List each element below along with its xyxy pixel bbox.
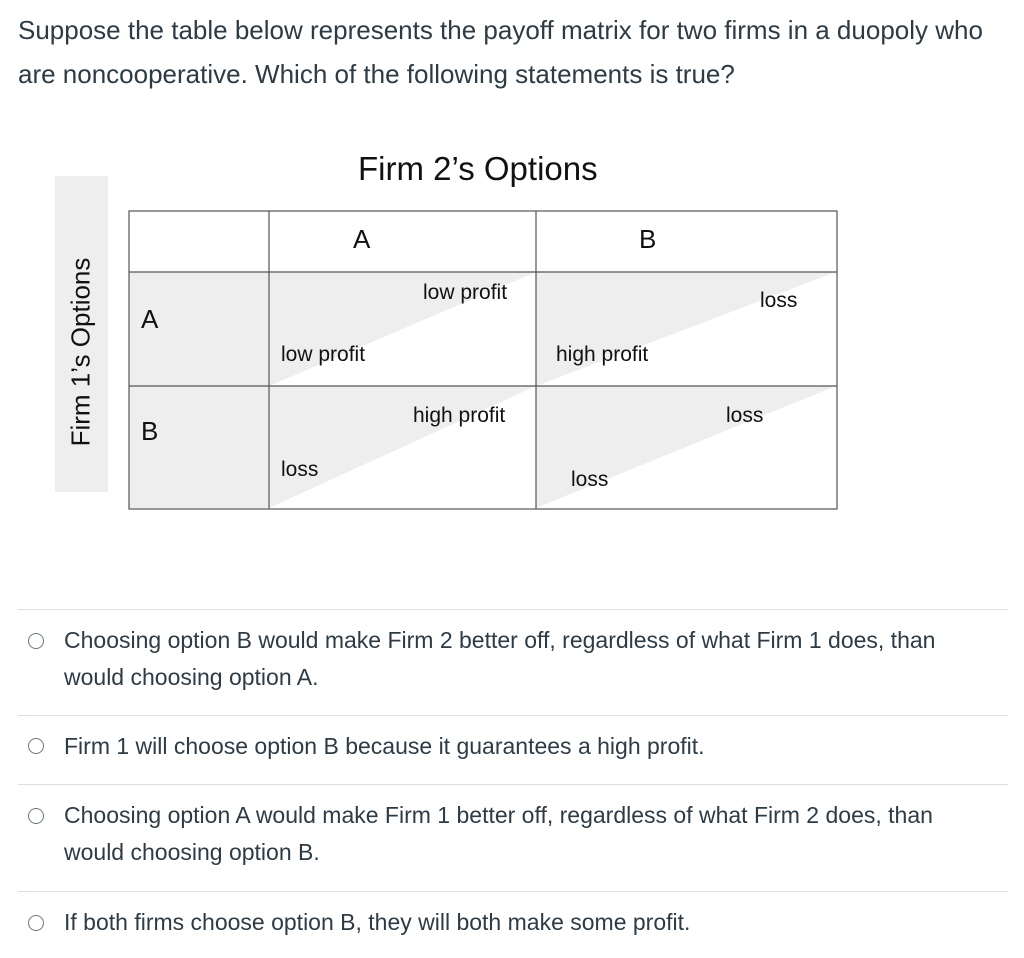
answer-option-1[interactable]	[18, 609, 1008, 715]
cell-b-a-firm1-payoff: loss	[281, 458, 319, 481]
answer-option-label: Choosing option A would make Firm 1 better off, regardless of what Firm 2 does, than would choosing option B.	[64, 802, 933, 865]
radio-button[interactable]	[28, 808, 44, 824]
row-header-b: B	[141, 416, 159, 446]
cell-b-a-firm2-payoff: high profit	[413, 404, 506, 427]
answer-option-label: If both firms choose option B, they will both make some profit.	[64, 909, 691, 935]
question-text: Suppose the table below represents the payoff matrix for two firms in a duopoly who are noncooperative. Which of the following statements is true?	[18, 15, 983, 89]
row-header-a: A	[141, 304, 159, 334]
payoff-matrix	[128, 210, 838, 510]
answer-option-2[interactable]	[18, 715, 1008, 784]
row-title: Firm 1’s Options	[65, 257, 96, 447]
column-header-b: B	[639, 224, 657, 254]
radio-button[interactable]	[28, 738, 44, 754]
answer-options	[18, 609, 1008, 958]
cell-a-b-firm1-payoff: high profit	[556, 343, 649, 366]
column-header-a: A	[353, 224, 371, 254]
cell-a-a-firm1-payoff: low profit	[281, 343, 366, 366]
answer-option-4[interactable]	[18, 891, 1008, 958]
column-title: Firm 2’s Options	[358, 150, 598, 187]
answer-option-label: Firm 1 will choose option B because it guarantees a high profit.	[64, 733, 705, 759]
answer-option-3[interactable]	[18, 784, 1008, 891]
cell-a-b-firm2-payoff: loss	[760, 289, 798, 312]
radio-button[interactable]	[28, 633, 44, 649]
answer-option-label: Choosing option B would make Firm 2 better off, regardless of what Firm 1 does, than would choosing option A.	[64, 627, 936, 690]
cell-b-b-firm1-payoff: loss	[571, 468, 609, 491]
cell-b-b-firm2-payoff: loss	[726, 404, 764, 427]
radio-button[interactable]	[28, 915, 44, 931]
matrix-grid	[128, 210, 838, 510]
cell-a-a-firm2-payoff: low profit	[423, 281, 508, 304]
